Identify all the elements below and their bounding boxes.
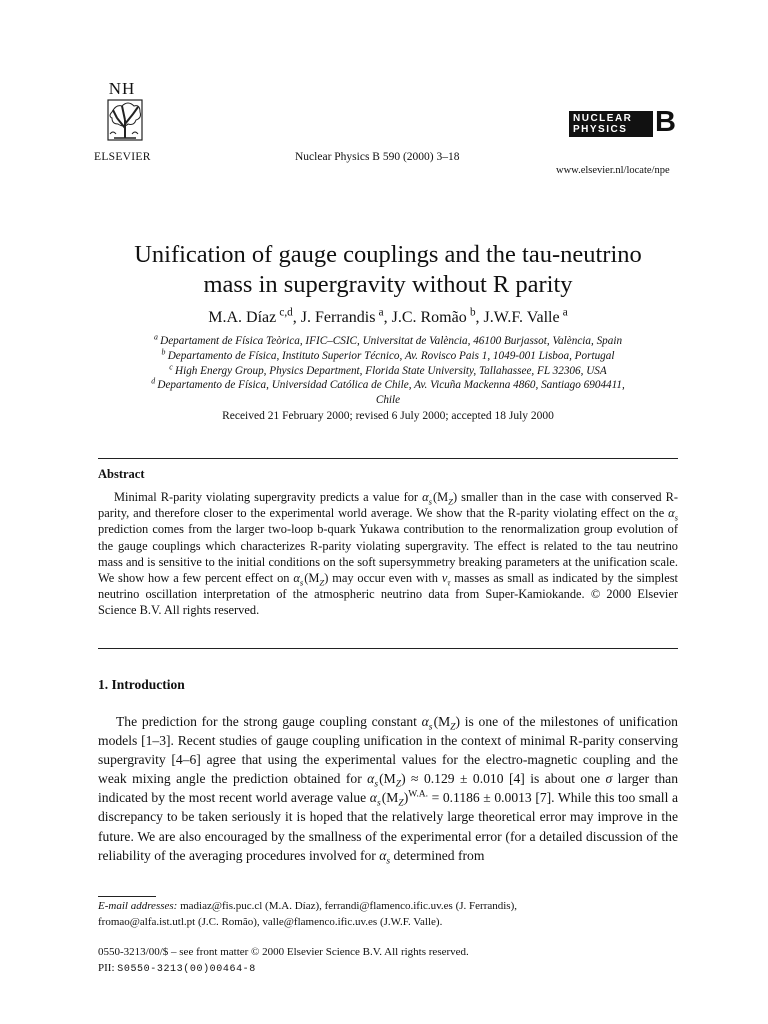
- pii-line: PII: S0550-3213(00)00464-8: [98, 962, 256, 975]
- section-heading: 1. Introduction: [98, 677, 185, 692]
- affiliation: [60, 361, 716, 379]
- journal-logo-line2: PHYSICS: [573, 124, 628, 135]
- journal-logo-line1: NUCLEAR: [573, 113, 633, 124]
- footnote-emails[interactable]: madiaz@fis.puc.cl (M.A. Díaz), ferrandi@flamenco.ific.uv.es (J. Ferrandis),: [177, 900, 517, 912]
- divider: [98, 648, 678, 649]
- author-affiliation-mark: a: [378, 306, 384, 319]
- author-affiliation-mark: b: [469, 306, 476, 319]
- front-matter: [98, 944, 469, 978]
- affiliation: [60, 378, 716, 393]
- copyright-line: 0550-3213/00/$ – see front matter © 2000 Elsevier Science B.V. All rights reserved.: [98, 946, 469, 958]
- affiliation: [60, 334, 716, 349]
- affiliation-text: Departament de Física Teòrica, IFIC–CSIC, Universitat de València, 46100 Burjassot, València, Spain: [160, 335, 623, 347]
- journal-url[interactable]: www.elsevier.nl/locate/npe: [556, 165, 670, 176]
- author-name: J.C. Romão: [391, 309, 467, 326]
- affiliation-mark: a: [153, 332, 158, 342]
- divider: [98, 458, 678, 459]
- email-footnote: [98, 898, 678, 930]
- tree-emblem-icon: [102, 98, 148, 146]
- paper-title: [60, 240, 716, 300]
- journal-logo-letter: B: [655, 106, 676, 138]
- affiliation-text: Departamento de Física, Universidad Católica de Chile, Av. Vicuña Mackenna 4860, Santiago 6904411,: [157, 379, 625, 392]
- abstract-heading: Abstract: [98, 467, 145, 481]
- received-dates: Received 21 February 2000; revised 6 July 2000; accepted 18 July 2000: [222, 410, 554, 422]
- publisher-name: ELSEVIER: [94, 151, 151, 163]
- author-affiliation-mark: a: [562, 306, 568, 319]
- pii-code: S0550-3213(00)00464-8: [117, 964, 256, 975]
- title-line-1: Unification of gauge couplings and the tau-neutrino: [134, 241, 642, 268]
- journal-logo-box: [569, 111, 653, 137]
- author-affiliation-mark: c,d: [279, 306, 293, 319]
- affiliation-mark: c: [169, 361, 173, 371]
- section-text: The prediction for the strong gauge coupling constant $\alpha_s$ $(M_Z)$ is one of the milestones of unification models [1–3]. Recent studies of gauge coupling unification in the context of minimal R-parity conserving supergravity [4–6] agree that using the experimental values for the electro-magnetic coupling and the weak mixing angle the prediction obtained for $\alpha_s$ $(M_Z) \approx 0.129 \pm 0.010$ [4] is about one σ larger than indicated by the most recent world average value $\alpha_s$ $(M_Z)^{W.A.} = 0.1186 \pm 0.0013$ [7]. While this too small a discrepancy to be taken seriously it is hoped that the relatively large theoretical error may improve in the future. We are also encouraged by the smallness of the experimental error (for a detailed discussion of the reliability of the averaging procedures involved for $\alpha_s$ determined from: [98, 714, 678, 867]
- affiliation-continued: Chile: [375, 394, 401, 407]
- author-name: M.A. Díaz: [208, 309, 277, 326]
- nh-mark: NH: [108, 79, 136, 98]
- affiliations: [60, 334, 716, 408]
- affiliation-text: High Energy Group, Physics Department, Florida State University, Tallahassee, FL 32306, USA: [175, 364, 607, 377]
- affiliation-text: Departamento de Física, Instituto Superior Técnico, Av. Rovisco Pais 1, 1049-001 Lisboa, Portugal: [167, 349, 615, 362]
- author-name: J. Ferrandis: [300, 309, 376, 326]
- affiliation-mark: d: [151, 376, 156, 386]
- affiliation-mark: b: [161, 347, 166, 357]
- footnote-label: E-mail addresses:: [98, 900, 178, 912]
- footnote-emails[interactable]: fromao@alfa.ist.utl.pt (J.C. Romão), valle@flamenco.ific.uv.es (J.W.F. Valle).: [98, 916, 443, 928]
- affiliation: [60, 349, 716, 364]
- title-line-2: mass in supergravity without R parity: [203, 271, 573, 298]
- footnote-divider: [98, 896, 156, 897]
- author-name: J.W.F. Valle: [483, 309, 560, 326]
- journal-reference: Nuclear Physics B 590 (2000) 3–18: [295, 151, 460, 163]
- author-list: M.A. Díaz $^{c,d}$, J. Ferrandis $^a$, J.C. Romão $^b$, J.W.F. Valle $^a$: [208, 306, 568, 326]
- publisher-logo: [92, 80, 158, 146]
- journal-logo: [569, 106, 677, 138]
- abstract-text: Minimal R-parity violating supergravity predicts a value for $\alpha_s$ $(M_Z)$ smaller than in the case with conserved R-parity, and therefore closer to the experimental world average. We show that the R-parity violating effect on the $\alpha_s$ prediction comes from the larger two-loop b-quark Yukawa contribution to the renormalization group evolution of the gauge couplings which characterizes R-parity violating supergravity. The effect is related to the tau neutrino mass and is sensitive to the initial conditions on the soft supersymmetry breaking parameters at the unification scale. We show how a few percent effect on $\alpha_s$ $(M_Z)$ may occur even with $\nu_\tau$ masses as small as indicated by the simplest neutrino oscillation interpretation of the atmospheric neutrino data from Super-Kamiokande. © 2000 Elsevier Science B.V. All rights reserved.: [98, 490, 678, 618]
